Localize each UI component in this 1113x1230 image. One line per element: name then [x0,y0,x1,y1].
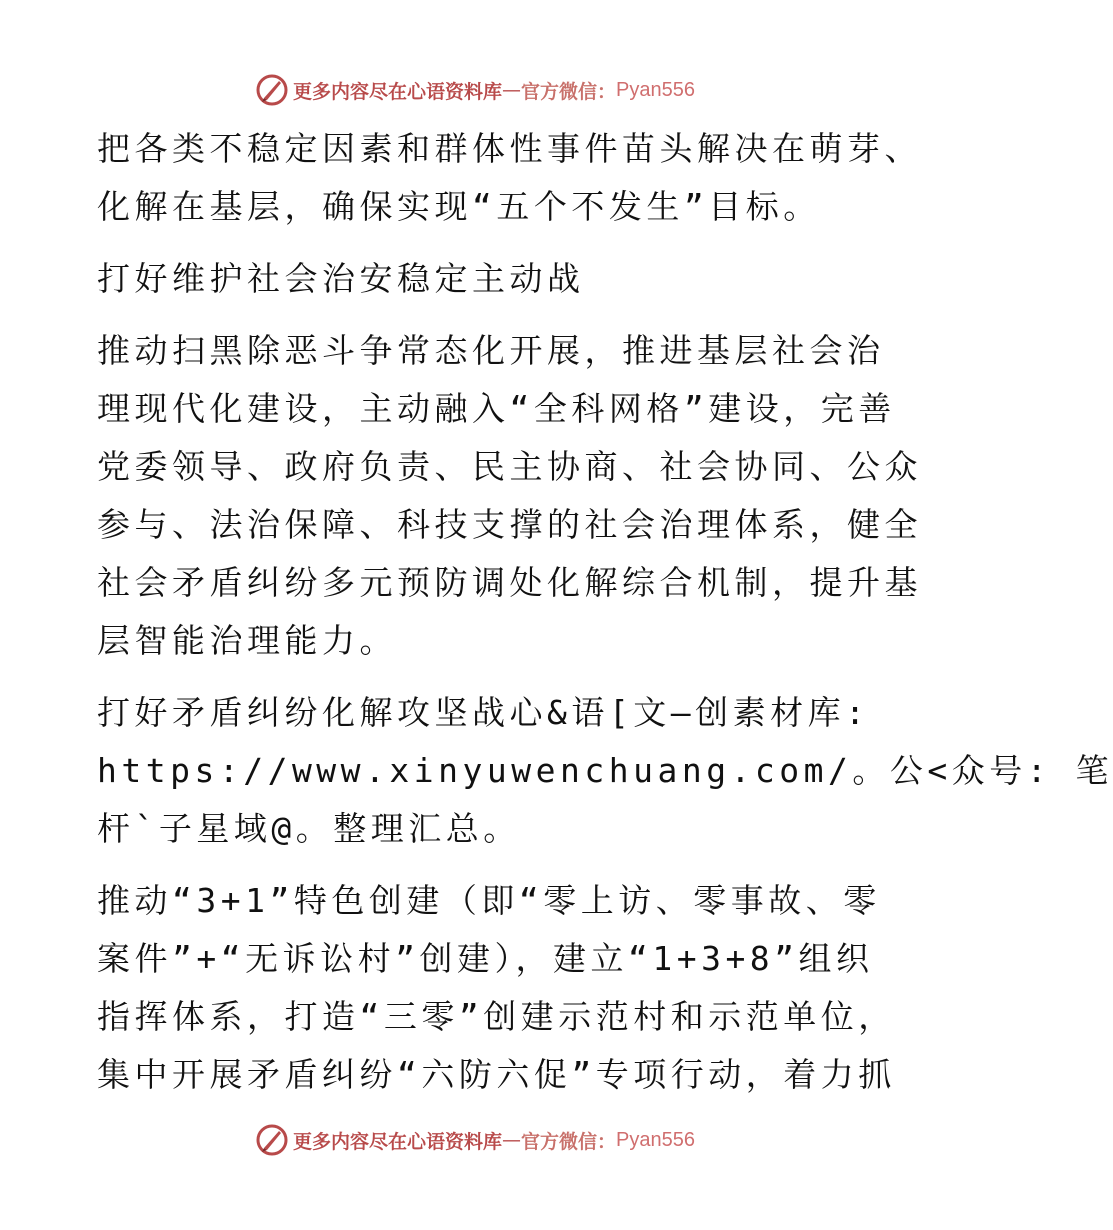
watermark-official-label: 官方微信： [521,80,617,103]
text-line: 化解在基层，确保实现“五个不发生”目标。 [97,187,821,226]
watermark-dash: — [502,79,522,101]
watermark-wechat-id: Pyan556 [616,1128,695,1151]
text-line: https://www.xinyuwenchuang.com/。公<众号: 笔 [97,751,1113,790]
text-line: 层智能治理能力。 [97,621,397,660]
text-line: 党委领导、政府负责、民主协商、社会协同、公众 [97,447,922,486]
text-line: 把各类不稳定因素和群体性事件苗头解决在萌芽、 [97,129,922,168]
text-line: 推动“3+1”特色创建（即“零上访、零事故、零 [97,881,881,920]
quill-logo-icon [255,73,289,107]
text-line: 杆`子星域@。整理汇总。 [97,809,521,848]
watermark-banner-top [0,70,950,110]
watermark-dash: — [502,1129,522,1151]
paragraph-2 [97,322,922,670]
text-line: 社会矛盾纠纷多元预防调处化解综合机制，提升基 [97,563,922,602]
paragraph-1 [97,120,922,236]
text-line: 推动扫黑除恶斗争常态化开展，推进基层社会治 [97,331,885,370]
text-line: 参与、法治保障、科技支撑的社会治理体系，健全 [97,505,922,544]
watermark-official-label: 官方微信： [521,1130,617,1153]
quill-logo-icon [255,1123,289,1157]
text-line: 案件”+“无诉讼村”创建），建立“1+3+8”组织 [97,939,874,978]
text-line: 理现代化建设，主动融入“全科网格”建设，完善 [97,389,896,428]
text-line: 打好矛盾纠纷化解攻坚战心&语[文—创素材库: [97,693,870,732]
watermark-banner-bottom [0,1120,950,1160]
watermark-main-text: 更多内容尽在心语资料库 [293,1130,503,1153]
section-heading-public-security [97,250,857,308]
text-line: 指挥体系，打造“三零”创建示范村和示范单位， [97,997,896,1036]
document-body [97,120,1113,1118]
watermark-wechat-id: Pyan556 [616,78,695,101]
section-heading-dispute-resolution [97,684,1113,858]
text-line: 打好维护社会治安稳定主动战 [97,259,585,298]
text-line: 集中开展矛盾纠纷“六防六促”专项行动，着力抓 [97,1055,896,1094]
paragraph-3 [97,872,896,1104]
watermark-main-text: 更多内容尽在心语资料库 [293,80,503,103]
